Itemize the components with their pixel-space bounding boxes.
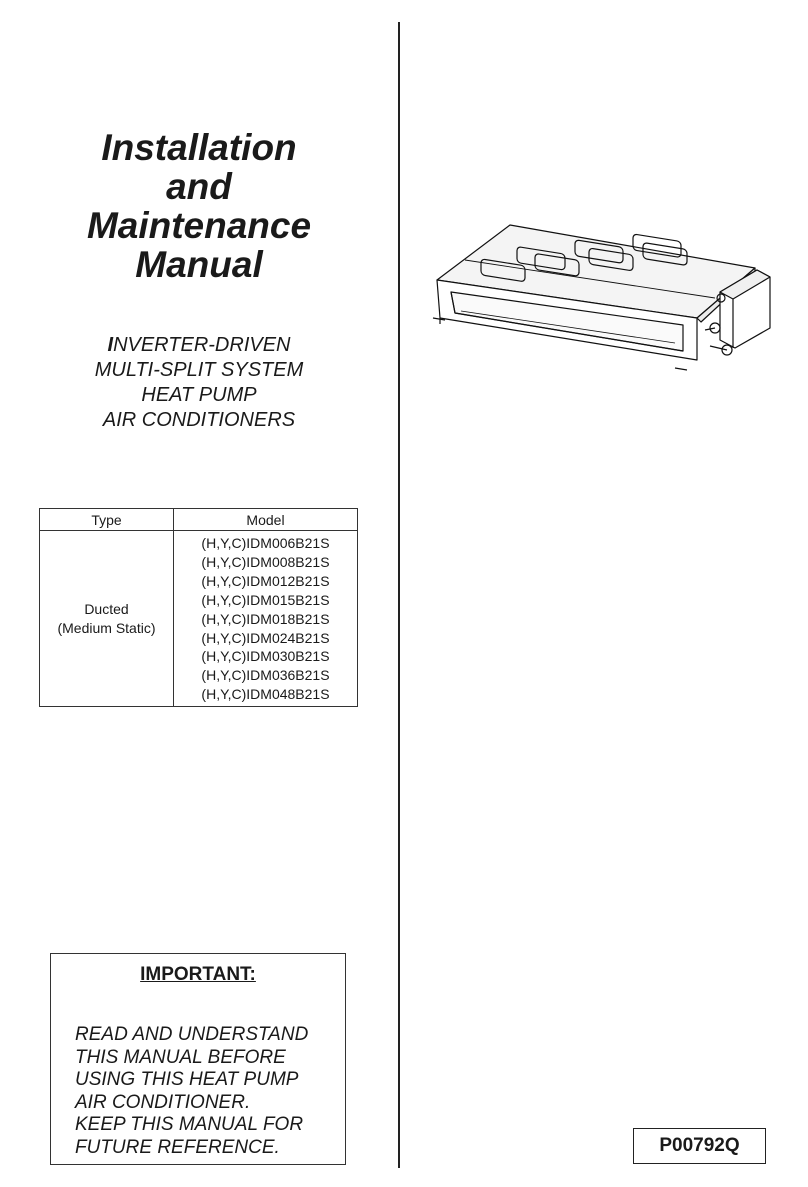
- subtitle-line: [40, 333, 358, 358]
- title-line: Maintenance: [86, 205, 312, 246]
- model-number: (H,Y,C)IDM012B21S: [201, 572, 330, 589]
- model-number: (H,Y,C)IDM008B21S: [201, 553, 330, 570]
- part-number-box: P00792Q: [633, 1128, 766, 1164]
- table-header-row: [40, 509, 358, 531]
- title-line: Installation: [101, 127, 297, 168]
- type-line: Ducted: [84, 600, 129, 617]
- important-line: KEEP THIS MANUAL FOR: [75, 1114, 304, 1135]
- model-number: (H,Y,C)IDM015B21S: [201, 591, 330, 608]
- important-line: AIR CONDITIONER.: [75, 1091, 251, 1113]
- important-line: READ AND UNDERSTAND: [75, 1024, 309, 1045]
- model-number: (H,Y,C)IDM048B21S: [201, 686, 330, 703]
- important-body: [75, 1024, 341, 1159]
- model-number: (H,Y,C)IDM018B21S: [201, 610, 330, 627]
- important-line: FUTURE REFERENCE.: [75, 1136, 280, 1158]
- model-number: (H,Y,C)IDM036B21S: [201, 667, 330, 684]
- subtitle-line: AIR CONDITIONERS: [102, 409, 296, 431]
- product-subtitle: [40, 333, 358, 433]
- type-column-header: Type: [40, 509, 174, 531]
- important-line: THIS MANUAL BEFORE: [75, 1046, 286, 1068]
- model-number: (H,Y,C)IDM030B21S: [201, 648, 330, 665]
- ducted-indoor-unit-icon: [425, 210, 775, 390]
- model-table: [39, 508, 358, 707]
- model-column-header: Model: [174, 509, 358, 531]
- important-notice: [50, 953, 346, 1165]
- page-divider: [398, 22, 400, 1168]
- title-line: Manual: [135, 244, 263, 285]
- manual-title: [40, 128, 358, 284]
- subtitle-line-rest: NVERTER-DRIVEN: [113, 334, 291, 356]
- important-heading: IMPORTANT:: [140, 964, 256, 985]
- model-number: (H,Y,C)IDM006B21S: [201, 535, 330, 551]
- table-row: [40, 531, 358, 707]
- subtitle-line: MULTI-SPLIT SYSTEM: [94, 359, 304, 381]
- type-cell: [40, 531, 174, 707]
- title-line: and: [166, 166, 232, 207]
- type-line: (Medium Static): [57, 619, 156, 636]
- model-number: (H,Y,C)IDM024B21S: [201, 629, 330, 646]
- subtitle-lead-letter: I: [107, 334, 114, 356]
- important-line: USING THIS HEAT PUMP: [75, 1069, 299, 1090]
- model-cell: [174, 531, 358, 707]
- subtitle-line: HEAT PUMP: [141, 384, 257, 406]
